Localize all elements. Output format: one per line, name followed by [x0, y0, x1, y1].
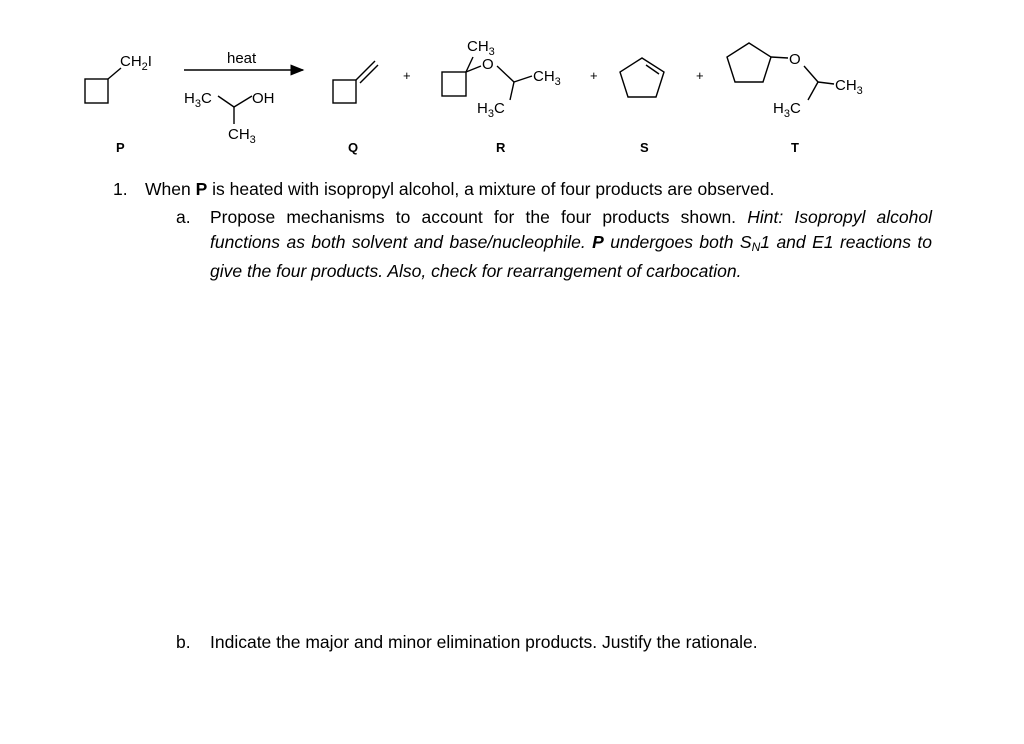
product-T-ch3-right: $CH_3$ [835, 77, 863, 97]
question-stem: When P is heated with isopropyl alcohol, a mixture of four products are observed. [145, 179, 775, 199]
plus-sign-1: + [403, 68, 411, 83]
part-a-letter: a. [176, 207, 191, 227]
product-T-h3c-bottom: $H_3C$ [773, 100, 801, 120]
part-a-hint: Hint: Isopropyl alcohol functions as both solvent and base/nucleophile. P undergoes both $S_N1$ and E1 reactions to give the four products. Also, check for rearrangement of carbocation. [210, 207, 933, 281]
label-S: S [640, 140, 649, 155]
question-1 [113, 179, 774, 200]
reagent-isopropanol-structure [184, 90, 275, 146]
reactant-P-structure [85, 53, 152, 103]
question-part-b [176, 632, 758, 653]
product-R-structure [442, 38, 561, 120]
reagent-oh-label: OH [252, 90, 275, 107]
reagent-heat-label: heat [227, 50, 257, 67]
label-P: P [116, 140, 125, 155]
part-a-body [210, 205, 932, 284]
label-T: T [791, 140, 799, 155]
product-R-h3c-bottom: $H_3C$ [477, 100, 505, 120]
product-T-structure [727, 43, 863, 120]
product-Q-structure [333, 61, 378, 103]
product-S-structure [620, 58, 664, 97]
part-a-text: Propose mechanisms to account for the four products shown. [210, 207, 737, 227]
part-b-letter: b. [176, 632, 191, 652]
plus-sign-2: + [590, 68, 598, 83]
question-part-a [176, 205, 932, 284]
reaction-scheme [0, 0, 1024, 165]
label-R: R [496, 140, 506, 155]
reactant-ch2i-label: $CH_2I$ [120, 53, 152, 73]
product-R-oxygen: O [482, 56, 494, 73]
label-Q: Q [348, 140, 359, 155]
part-b-text: Indicate the major and minor elimination products. Justify the rationale. [210, 632, 758, 652]
product-R-ch3-right: $CH_3$ [533, 68, 561, 88]
question-number: 1. [113, 179, 128, 199]
reagent-ch3-label: $CH_3$ [228, 126, 256, 146]
product-T-oxygen: O [789, 51, 801, 68]
reagent-h3c-label: $H_3C$ [184, 90, 212, 110]
plus-sign-3: + [696, 68, 704, 83]
product-R-ch3-top: $CH_3$ [467, 38, 495, 58]
